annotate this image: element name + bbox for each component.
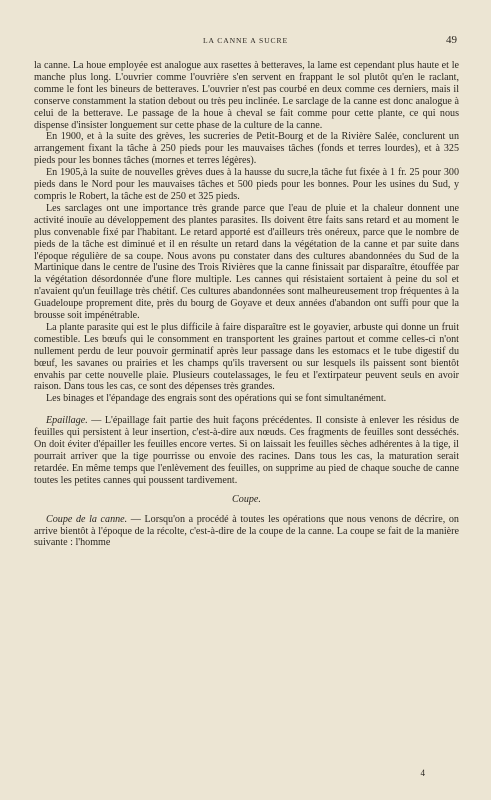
coupe-text: — Lorsqu'on a procédé à toutes les opérations que nous venons de décrire, on arrive bientôt à l'époque de la récolte, c'est-à-dire de la coupe de la canne. La coupe se fait de la manière suivante : l'homme	[34, 513, 459, 549]
paragraph-1905-strikes: En 1905,à la suite de nouvelles grèves dues à la hausse du sucre,la tâche fut fixée à 1 fr. 25 pour 300 pieds dans le Nord pour les mauvaises tâches et 500 pieds pour les bonnes. Pour les usines du Sud, y compris le Robert, la tâche est de 250 et 325 pieds.	[34, 167, 459, 202]
coupe-lead: Coupe de la canne.	[46, 513, 128, 525]
paragraph-epaillage	[34, 415, 459, 486]
paragraph-1900-strikes: En 1900, et à la suite des grèves, les sucreries de Petit-Bourg et de la Rivière Salée, conclurent un arrangement fixant la tâche à 250 pieds pour les mauvaises tâches (fonds et terres lourdes), et à 325 pieds pour les bonnes tâches (mornes et terres légères).	[34, 131, 459, 167]
paragraph-goyavier: La plante parasite qui est le plus difficile à faire disparaître est le goyavier, arbuste qui donne un fruit comestible. Les bœufs qui le consomment en transportent les graines partout et comme celles-ci n'ont nullement perdu de leur pouvoir germinatif après leur passage dans les estomacs et le tube digestif du bœuf, les savanes ou prairies et les champs qu'ils traversent ou sur lesquels ils paissent sont bientôt envahis par cette nouvelle plaie. Plusieurs coutelassages, le feu et l'extirpateur peuvent seuls en avoir raison. Dans tous les cas, ce sont des dépenses très grandes.	[34, 321, 459, 393]
epaillage-lead: Epaillage.	[46, 415, 88, 427]
paragraph-sarclage-continued: la canne. La houe employée est analogue aux rasettes à betteraves, la lame est cependant plus haute et le manche plus long. L'ouvrier comme l'ouvrière s'en servent en frappant le sol plutôt qu'en le raclant, comme le font les bineurs de betteraves. L'ouvrier n'est pas courbé en deux comme ces derniers, mais il conserve constamment la station debout ou très peu inclinée. Le sarclage de la canne est donc analogue à celui de la betterave. Le passage de la houe à cheval se fait comme pour cette plante, ce qui nous dispense d'insister longuement sur cette phase de la culture de la canne.	[34, 60, 459, 131]
paragraph-coupe	[34, 514, 459, 550]
page-number: 49	[446, 34, 457, 46]
paragraph-sarclages-importance: Les sarclages ont une importance très grande parce que l'eau de pluie et la chaleur donnent une activité inouïe au développement des plantes parasites. Ils doivent être faits sans retard et au moment le plus convenable fixé par l'habitant. Le retard apporté est d'ailleurs très onéreux, parce que le nombre de pieds de la tâche est diminué et il en résulte un retard dans la végétation de la canne et par suite dans l'époque régulière de sa coupe. Nous avons pu constater dans des cultures abandonnées du Sud de la Martinique dans le centre de l'usine des Trois Rivières que la canne finissait par disparaître, étouffée par la végétation désordonnée d'une flore multiple. Les cannes qui résistaient sortaient à peine du sol et n'avaient qu'un feuillage très chétif. Ces cultures abandonnées sont malheureusement trop fréquentes à la Guadeloupe proprement dite, près du bourg de Goyave et deux années d'abandon ont suffi pour que la brousse soit impénétrable.	[34, 202, 459, 322]
signature-mark: 4	[420, 768, 425, 778]
paragraph-binages: Les binages et l'épandage des engrais sont des opérations qui se font simultanément.	[46, 393, 387, 405]
section-title-coupe: Coupe.	[232, 493, 261, 505]
body-text	[34, 60, 459, 549]
page-header	[34, 36, 457, 50]
epaillage-text: — L'épaillage fait partie des huit façons précédentes. Il consiste à enlever les résidus de feuilles qui persistent à leur insertion, c'est-à-dire aux nœuds. Ces fragments de feuilles sont desséchés. On doit éviter d'épailler les feuilles encore vertes. Si on laissait les feuilles sèches adhérentes à la tige, il pourrait arriver que la tige pourrisse ou envoie des racines. Dans tous les cas, la maturation serait retardée. En même temps que l'enlèvement des feuilles, on supprime au pied de chaque souche de canne toutes les petites cannes qui poussent tardivement.	[34, 415, 459, 486]
running-title: LA CANNE A SUCRE	[202, 36, 289, 45]
